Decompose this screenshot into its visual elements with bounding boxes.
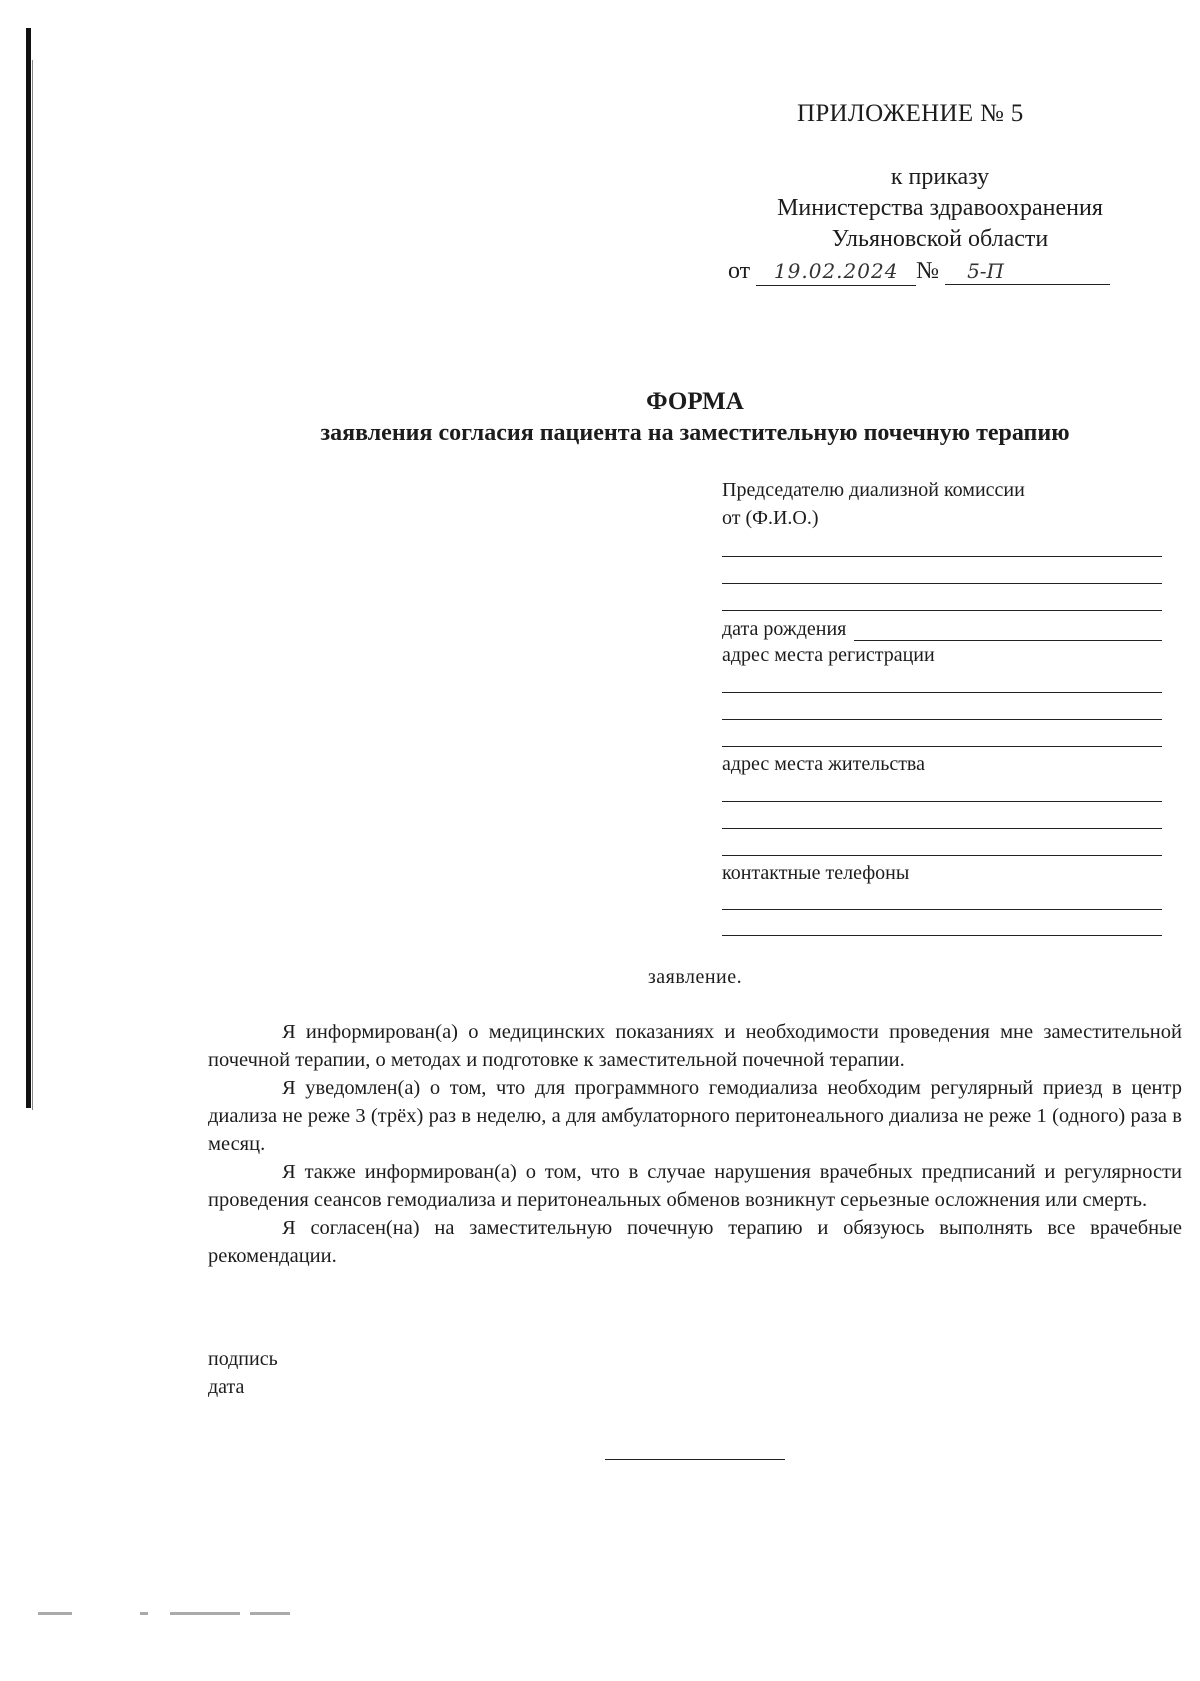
form-subtitle: заявления согласия пациента на заместительную почечную терапию <box>320 420 1070 446</box>
addressee-to: Председателю диализной комиссии <box>722 479 1025 501</box>
name-fill-line-1[interactable] <box>722 556 1162 557</box>
statement-paragraph: Я уведомлен(а) о том, что для программного гемодиализа необходим регулярный приезд в центр диализа не реже 3 (трёх) раз в неделю, а для амбулаторного перитонеального диализа не реже 1 (одного) раза в месяц. <box>208 1077 1182 1155</box>
phones-fill-line-1[interactable] <box>722 909 1162 910</box>
order-number-handwritten: 5-П <box>945 259 1110 285</box>
end-divider <box>605 1459 785 1460</box>
registration-fill-line-3[interactable] <box>722 746 1162 747</box>
registration-address-label: адрес места регистрации <box>722 644 935 666</box>
appendix-number: ПРИЛОЖЕНИЕ № 5 <box>797 100 1024 127</box>
residence-address-label: адрес места жительства <box>722 753 925 775</box>
name-fill-line-3[interactable] <box>722 610 1162 611</box>
residence-fill-line-1[interactable] <box>722 801 1162 802</box>
scan-edge-mark <box>26 28 31 1108</box>
statement-paragraph: Я согласен(на) на заместительную почечную терапию и обязуюсь выполнять все врачебные рекомендации. <box>208 1217 1182 1267</box>
order-reference-line1: к приказу <box>890 164 990 190</box>
registration-fill-line-2[interactable] <box>722 719 1162 720</box>
registration-fill-line-1[interactable] <box>722 692 1162 693</box>
order-date-handwritten: 19.02.2024 <box>756 259 916 286</box>
birth-date-label: дата рождения <box>722 618 847 640</box>
addressee-from-label: от (Ф.И.О.) <box>722 507 819 529</box>
birth-date-row <box>722 618 1162 641</box>
statement-paragraph: Я также информирован(а) о том, что в случае нарушения врачебных предписаний и регулярности проведения сеансов гемодиализа и перитонеальных обменов возникнут серьезные осложнения или смерть. <box>208 1161 1182 1211</box>
scan-artifact <box>140 1612 148 1615</box>
form-title: ФОРМА <box>646 388 744 415</box>
order-number-sign: № <box>916 258 940 284</box>
scan-artifact <box>250 1612 290 1615</box>
statement-title: заявление. <box>647 966 743 988</box>
scan-artifact <box>38 1612 72 1615</box>
name-fill-line-2[interactable] <box>722 583 1162 584</box>
statement-body <box>208 1018 1182 1270</box>
order-date-number <box>728 258 1110 286</box>
statement-paragraph: Я информирован(а) о медицинских показаниях и необходимости проведения мне заместительной почечной терапии, о методах и подготовке к заместительной почечной терапии. <box>208 1021 1182 1071</box>
scan-artifact <box>170 1612 240 1615</box>
birth-date-fill-line[interactable] <box>854 622 1162 641</box>
residence-fill-line-3[interactable] <box>722 855 1162 856</box>
residence-fill-line-2[interactable] <box>722 828 1162 829</box>
signature-label: подпись <box>208 1348 278 1370</box>
order-reference-line2: Министерства здравоохранения <box>777 195 1103 221</box>
phones-label: контактные телефоны <box>722 862 910 884</box>
order-reference-line3: Ульяновской области <box>831 226 1049 252</box>
date-label: дата <box>208 1376 245 1398</box>
order-from-label: от <box>728 258 751 284</box>
phones-fill-line-2[interactable] <box>722 935 1162 936</box>
scan-edge-shadow <box>32 60 33 1110</box>
